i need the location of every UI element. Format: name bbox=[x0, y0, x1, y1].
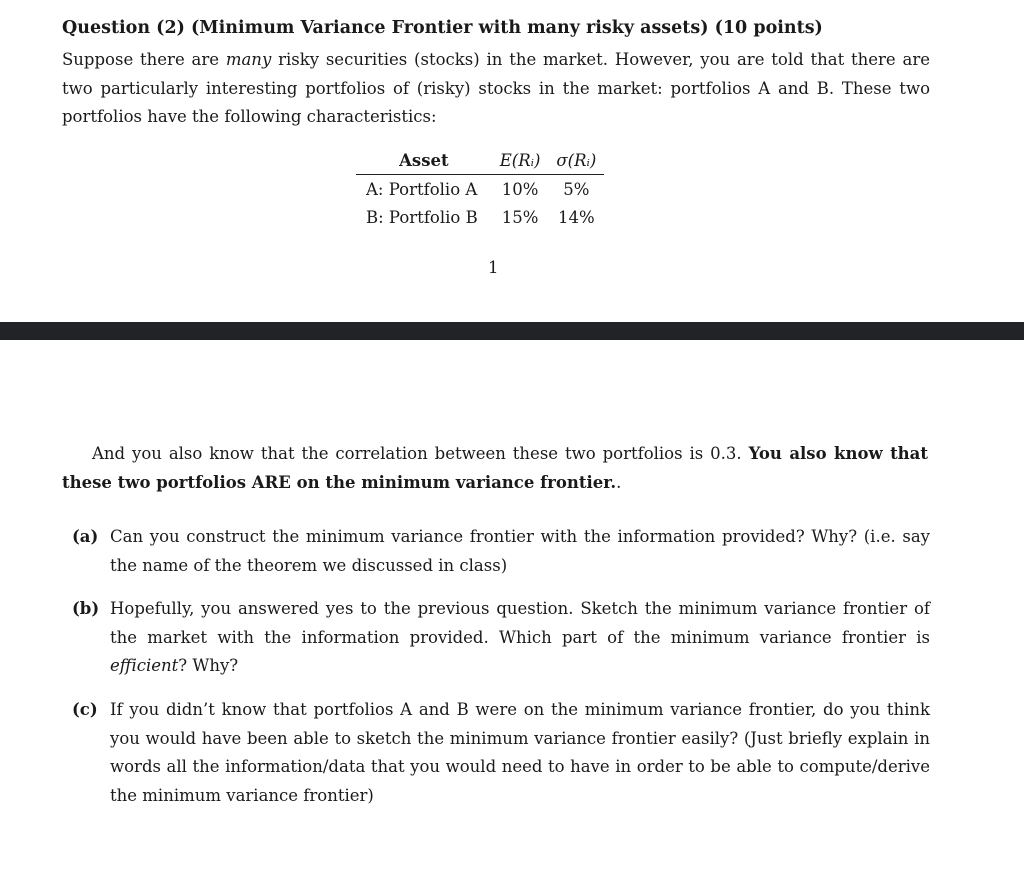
page-number: 1 bbox=[488, 258, 499, 277]
part-a-label: (a) bbox=[72, 527, 99, 546]
table-header-row bbox=[356, 146, 604, 175]
table-row bbox=[356, 203, 604, 231]
part-b-label: (b) bbox=[72, 599, 100, 618]
intro-text-before: Suppose there are bbox=[62, 50, 226, 69]
row-b-asset: B: Portfolio B bbox=[366, 207, 478, 227]
correlation-paragraph bbox=[62, 440, 928, 497]
intro-emphasis: many bbox=[225, 50, 272, 69]
intro-text-after: risky securities (stocks) in the market. However, you are told that there are two particularly interesting portfolios of (risky) stocks in the market: portfolios A and B. These two portfolios have the following characteristics: bbox=[62, 50, 930, 126]
header-asset: Asset bbox=[356, 146, 492, 175]
row-b-std-dev: 14% bbox=[557, 207, 595, 227]
header-std-dev: σ(Rᵢ) bbox=[548, 146, 604, 175]
row-a-std-dev: 5% bbox=[563, 179, 590, 199]
row-b-expected-return: 15% bbox=[501, 207, 539, 227]
page-top bbox=[0, 0, 1024, 322]
part-a-text: Can you construct the minimum variance frontier with the information provided? Why? (i.e. say the name of the theorem we discussed in class) bbox=[110, 527, 930, 575]
part-b-emphasis: efficient bbox=[110, 656, 179, 675]
part-c-label: (c) bbox=[72, 700, 98, 719]
part-b bbox=[72, 595, 930, 681]
part-c-text: If you didn’t know that portfolios A and B were on the minimum variance frontier, do you think you would have been able to sketch the minimum variance frontier easily? (Just briefly explain in words all the information/data that you would need to have in order to be able to compute/derive the minimum variance frontier) bbox=[110, 700, 930, 805]
correlation-text: And you also know that the correlation between these two portfolios is 0.3. bbox=[92, 444, 742, 463]
question-heading: Question (2) (Minimum Variance Frontier with many risky assets) (10 points) bbox=[62, 18, 823, 38]
row-a-expected-return: 10% bbox=[501, 179, 539, 199]
correlation-tail: . bbox=[616, 472, 622, 492]
row-a-asset: A: Portfolio A bbox=[366, 179, 478, 199]
correlation-bold-text: You also know that these two portfolios ARE on the minimum variance frontier. bbox=[62, 444, 928, 492]
header-expected-return: E(Rᵢ) bbox=[492, 146, 549, 175]
part-a bbox=[72, 523, 930, 580]
part-b-text-before: Hopefully, you answered yes to the previous question. Sketch the minimum variance frontier of the market with the information provided. Which part of the minimum variance frontier is bbox=[110, 599, 930, 647]
part-b-text bbox=[110, 595, 930, 681]
page-divider bbox=[0, 322, 1024, 340]
part-b-text-after: ? Why? bbox=[178, 656, 239, 675]
intro-paragraph bbox=[62, 46, 930, 132]
table-row bbox=[356, 175, 604, 204]
portfolio-table bbox=[356, 146, 604, 231]
part-c bbox=[72, 696, 930, 810]
